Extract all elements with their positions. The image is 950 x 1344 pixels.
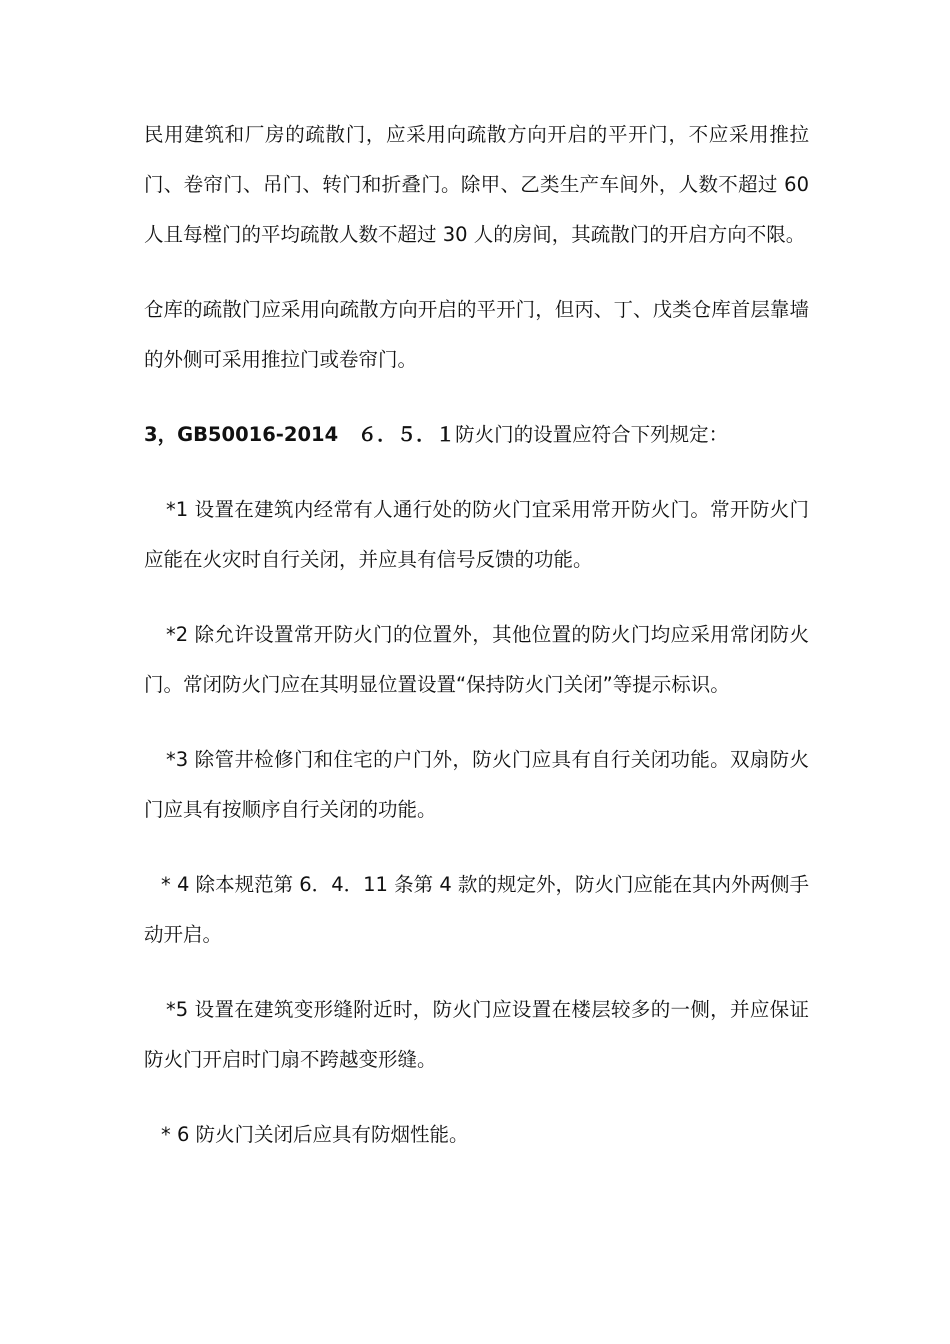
list-item-5: *5 设置在建筑变形缝附近时，防火门应设置在楼层较多的一侧，并应保证防火门开启时门扇不跨越变形缝。 [144,998,809,1071]
document-body [144,110,809,1185]
list-item-3: *3 除管井检修门和住宅的户门外，防火门应具有自行关闭功能。双扇防火门应具有按顺序自行关闭的功能。 [144,748,809,821]
list-item-6: * 6 防火门关闭后应具有防烟性能。 [161,1123,469,1146]
paragraph-evacuation-doors-warehouse: 仓库的疏散门应采用向疏散方向开启的平开门，但丙、丁、戊类仓库首层靠墙的外侧可采用推拉门或卷帘门。 [144,298,809,371]
clause-heading-text: 防火门的设置应符合下列规定： [455,423,729,446]
clause-heading-number: 3，GB50016-2014 ６．５．１ [144,423,456,446]
list-item-2: *2 除允许设置常开防火门的位置外，其他位置的防火门均应采用常闭防火门。常闭防火门应在其明显位置设置“保持防火门关闭”等提示标识。 [144,623,809,696]
list-item-4: * 4 除本规范第 6．4．11 条第 4 款的规定外，防火门应能在其内外两侧手动开启。 [144,873,809,946]
list-item-1: *1 设置在建筑内经常有人通行处的防火门宜采用常开防火门。常开防火门应能在火灾时自行关闭，并应具有信号反馈的功能。 [144,498,809,571]
paragraph-evacuation-doors-civil: 民用建筑和厂房的疏散门，应采用向疏散方向开启的平开门，不应采用推拉门、卷帘门、吊门、转门和折叠门。除甲、乙类生产车间外，人数不超过 60 人且每樘门的平均疏散人数不超过 30 人的房间，其疏散门的开启方向不限。 [144,123,809,246]
clause-heading [144,410,809,460]
